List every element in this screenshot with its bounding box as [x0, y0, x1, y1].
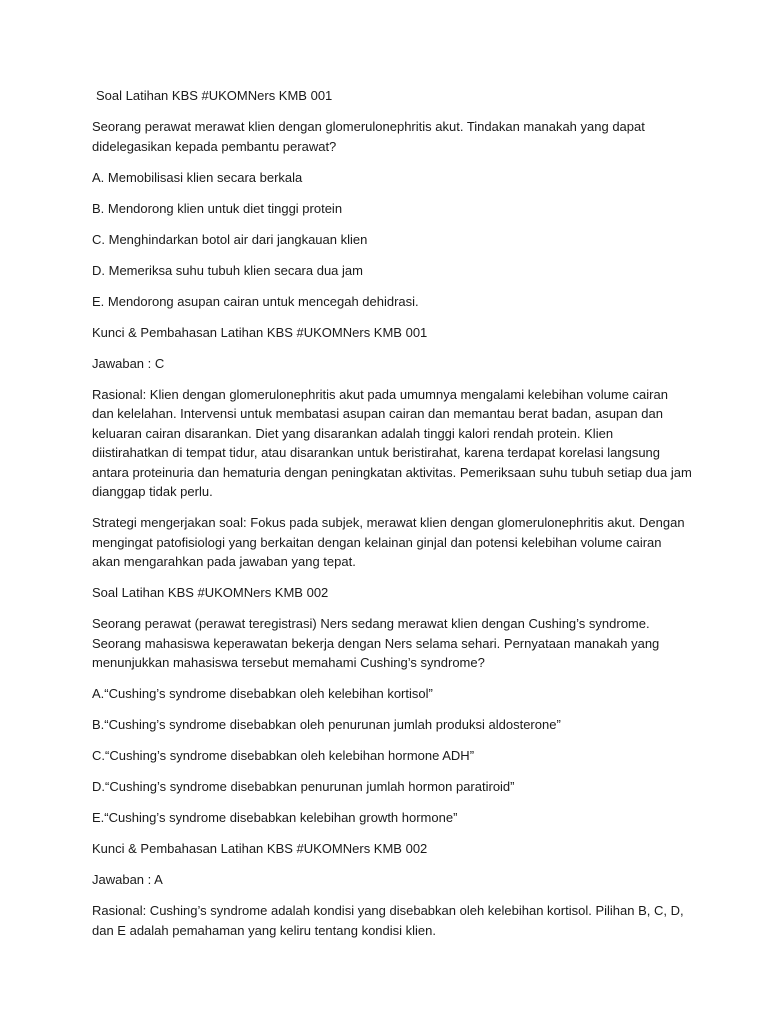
question-2-title: Soal Latihan KBS #UKOMNers KMB 002 — [92, 585, 329, 600]
answer-key-2-title: Kunci & Pembahasan Latihan KBS #UKOMNers KMB 002 — [92, 841, 428, 856]
question-1-title: Soal Latihan KBS #UKOMNers KMB 001 — [96, 88, 333, 103]
rationale-1: Rasional: Klien dengan glomerulonephritis akut pada umumnya mengalami kelebihan volume cairan dan kelelahan. Intervensi untuk membatasi asupan cairan dan memantau berat badan, asupan dan keluaran cairan disarankan. Diet yang disarankan adalah tinggi kalori rendah protein. Klien diistirahatkan di tempat tidur, atau disarankan untuk beristirahat, karena terdapat korelasi langsung antara proteinuria dan hematuria dengan peningkatan aktivitas. Pemeriksaan suhu tubuh setiap dua jam dianggap tidak perlu. — [92, 386, 692, 499]
question-2-option-b: B.“Cushing’s syndrome disebabkan oleh penurunan jumlah produksi aldosterone” — [92, 717, 561, 732]
question-1-stem: Seorang perawat merawat klien dengan glomerulonephritis akut. Tindakan manakah yang dapat didelegasikan kepada pembantu perawat? — [92, 119, 645, 154]
question-2-option-d: D.“Cushing’s syndrome disebabkan penurunan jumlah hormon paratiroid” — [92, 779, 515, 794]
question-2-option-c: C.“Cushing’s syndrome disebabkan oleh kelebihan hormone ADH” — [92, 748, 475, 763]
strategy-1: Strategi mengerjakan soal: Fokus pada subjek, merawat klien dengan glomerulonephritis akut. Dengan mengingat patofisiologi yang berkaitan dengan kelainan ginjal dan potensi kelebihan volume cairan akan mengarahkan pada jawaban yang tepat. — [92, 515, 685, 569]
question-1-option-a: A. Memobilisasi klien secara berkala — [92, 169, 303, 185]
rationale-2: Rasional: Cushing’s syndrome adalah kondisi yang disebabkan oleh kelebihan kortisol. Pilihan B, C, D, dan E adalah pemahaman yang keliru tentang kondisi klien. — [92, 903, 684, 938]
document-page — [92, 86, 692, 952]
answer-1: Jawaban : C — [92, 355, 165, 371]
question-1-option-e: E. Mendorong asupan cairan untuk mencegah dehidrasi. — [92, 293, 419, 309]
question-1-option-b: B. Mendorong klien untuk diet tinggi protein — [92, 200, 343, 216]
answer-2: Jawaban : A — [92, 872, 163, 887]
question-1-option-d: D. Memeriksa suhu tubuh klien secara dua jam — [92, 262, 363, 278]
question-1-option-c: C. Menghindarkan botol air dari jangkauan klien — [92, 231, 368, 247]
question-2-option-e: E.“Cushing’s syndrome disebabkan kelebihan growth hormone” — [92, 810, 458, 825]
question-2-option-a: A.“Cushing’s syndrome disebabkan oleh kelebihan kortisol” — [92, 686, 433, 701]
answer-key-1-title: Kunci & Pembahasan Latihan KBS #UKOMNers KMB 001 — [92, 324, 428, 340]
question-2-stem: Seorang perawat (perawat teregistrasi) Ners sedang merawat klien dengan Cushing’s syndrome. Seorang mahasiswa keperawatan bekerja dengan Ners selama sehari. Pernyataan manakah yang menunjukkan mahasiswa tersebut memahami Cushing’s syndrome? — [92, 616, 660, 670]
